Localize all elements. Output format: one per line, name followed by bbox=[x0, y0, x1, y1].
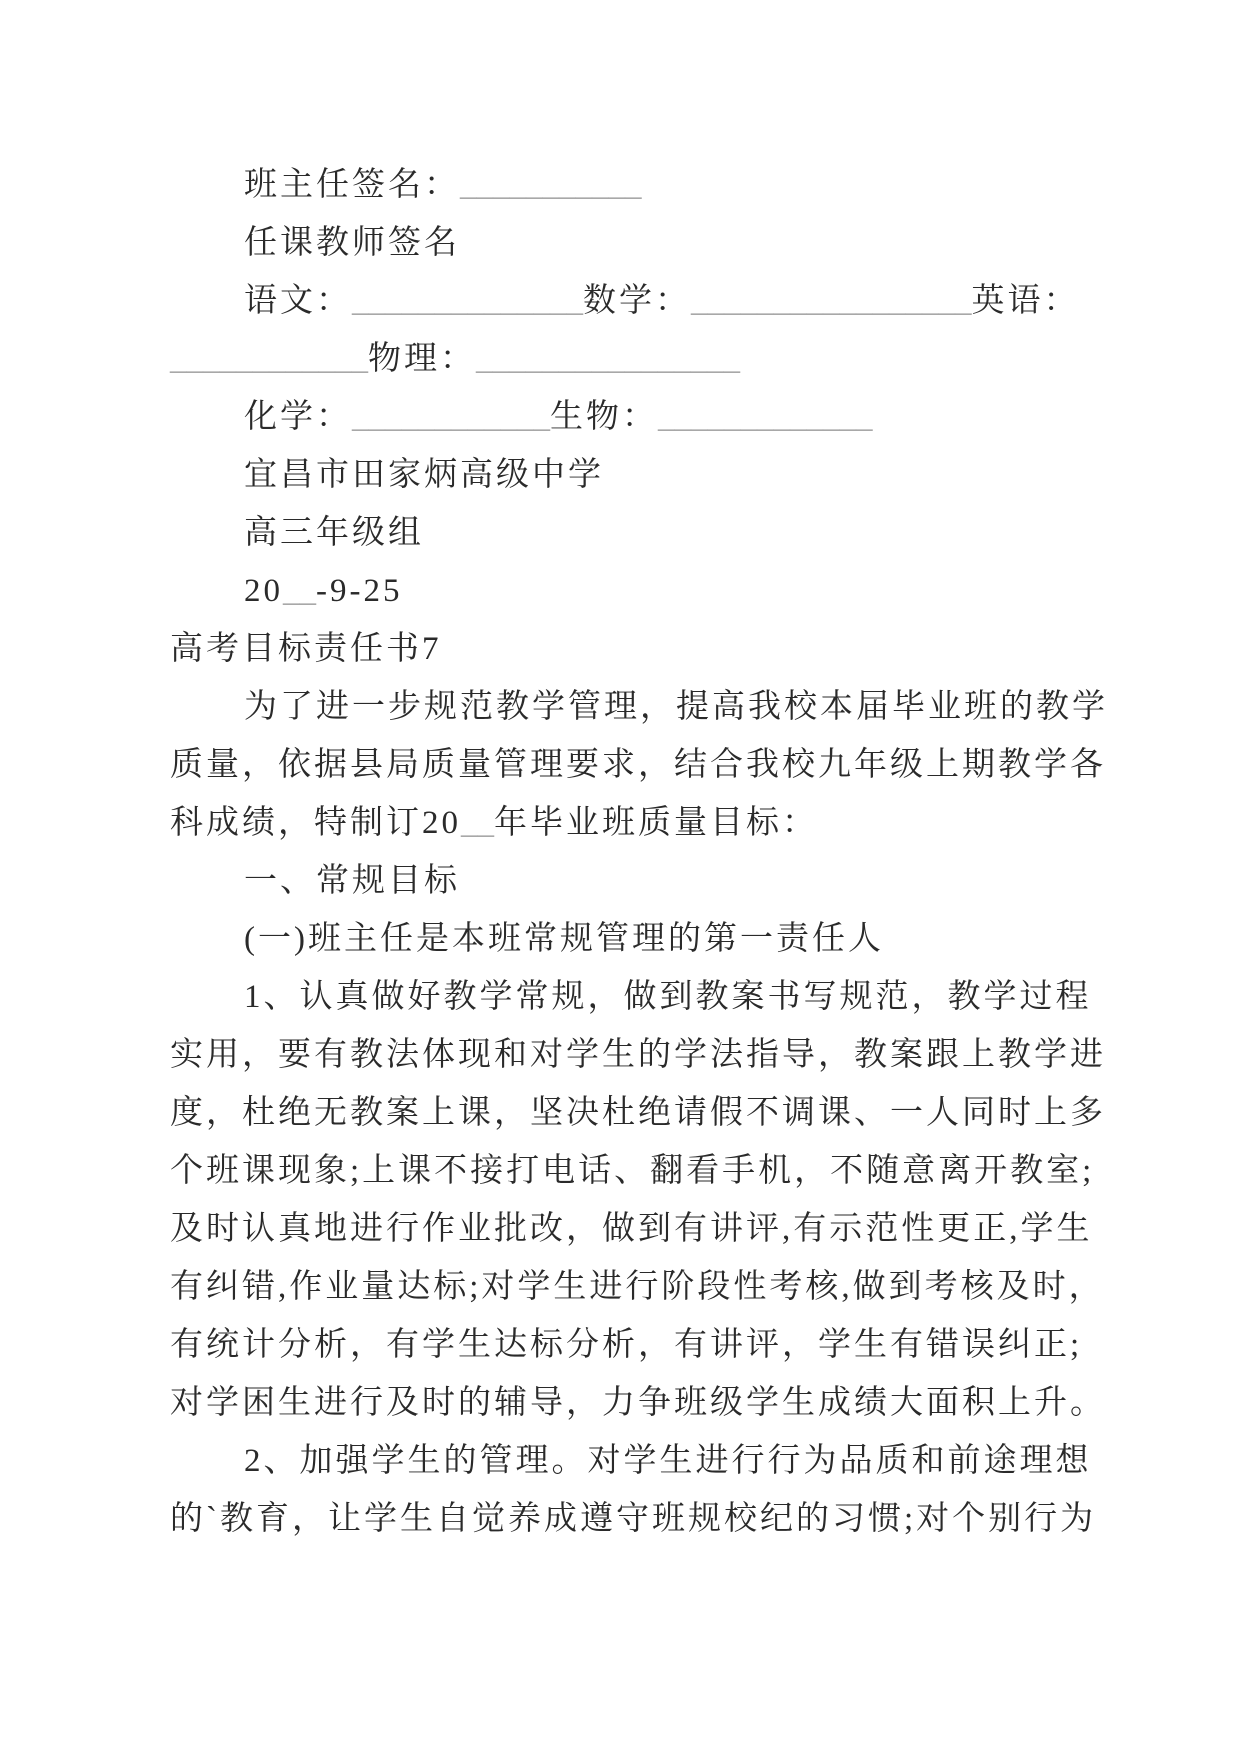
signature-block bbox=[170, 156, 1081, 446]
blank-underline: ________________ bbox=[476, 341, 740, 377]
doc-line bbox=[170, 330, 1081, 388]
doc-line bbox=[170, 1432, 1092, 1490]
doc-line bbox=[170, 678, 1108, 736]
doc-line bbox=[170, 852, 1081, 910]
blank-underline: ______________ bbox=[352, 283, 583, 319]
blank-underline: _____________ bbox=[658, 399, 873, 435]
text-run: 及时认真地进行作业批改，做到有讲评,有示范性更正,学生 bbox=[170, 1211, 1093, 1247]
text-run: 宜昌市田家炳高级中学 bbox=[244, 457, 604, 493]
text-run: 语文： bbox=[244, 283, 352, 319]
text-run: 对学困生进行及时的辅导，力争班级学生成绩大面积上升。 bbox=[170, 1385, 1106, 1421]
text-run: 任课教师签名 bbox=[244, 225, 460, 261]
text-run: 物理： bbox=[368, 341, 476, 377]
text-run: 实用，要有教法体现和对学生的学法指导，教案跟上教学进 bbox=[170, 1037, 1106, 1073]
doc-line bbox=[170, 388, 1081, 446]
blank-underline: ___________ bbox=[460, 167, 642, 203]
doc-line bbox=[170, 620, 1081, 678]
text-run: 高考目标责任书7 bbox=[170, 631, 442, 667]
text-run: 化学： bbox=[244, 399, 352, 435]
blank-underline: __ bbox=[461, 805, 494, 841]
doc-line bbox=[170, 214, 1081, 272]
doc-line bbox=[170, 504, 1081, 562]
text-run: 数学： bbox=[583, 283, 691, 319]
text-run: 质量，依据县局质量管理要求，结合我校九年级上期教学各 bbox=[170, 747, 1106, 783]
text-run: 有纠错,作业量达标;对学生进行阶段性考核,做到考核及时， bbox=[170, 1269, 1105, 1305]
section-heading bbox=[170, 620, 1081, 678]
doc-line bbox=[170, 1142, 1095, 1200]
doc-line bbox=[170, 1084, 1106, 1142]
doc-line bbox=[170, 1374, 1106, 1432]
text-run: 年毕业班质量目标： bbox=[494, 805, 818, 841]
doc-line bbox=[170, 1316, 1081, 1374]
blank-underline: ____________ bbox=[170, 341, 368, 377]
blank-underline: ____________ bbox=[352, 399, 550, 435]
blank-underline: __ bbox=[283, 573, 316, 609]
document-body bbox=[170, 156, 1108, 1548]
doc-line bbox=[170, 156, 1081, 214]
doc-line bbox=[170, 968, 1092, 1026]
text-run: 2、加强学生的管理。对学生进行行为品质和前途理想 bbox=[244, 1443, 1092, 1479]
text-run: 为了进一步规范教学管理，提高我校本届毕业班的教学 bbox=[244, 689, 1108, 725]
doc-line bbox=[170, 1490, 1097, 1548]
text-run: 班主任签名： bbox=[244, 167, 460, 203]
doc-line bbox=[170, 446, 1081, 504]
text-run: 有统计分析，有学生达标分析，有讲评，学生有错误纠正; bbox=[170, 1327, 1083, 1363]
text-run: 高三年级组 bbox=[244, 515, 424, 551]
text-run: 的`教育，让学生自觉养成遵守班规校纪的习惯;对个别行为 bbox=[170, 1501, 1097, 1537]
text-run: 个班课现象;上课不接打电话、翻看手机，不随意离开教室; bbox=[170, 1153, 1095, 1189]
text-run: (一)班主任是本班常规管理的第一责任人 bbox=[244, 921, 884, 957]
text-run: 生物： bbox=[550, 399, 658, 435]
text-run: 英语： bbox=[971, 283, 1080, 319]
doc-line bbox=[170, 736, 1106, 794]
text-run: 1、认真做好教学常规，做到教案书写规范，教学过程 bbox=[244, 979, 1092, 1015]
text-run: 一、常规目标 bbox=[244, 863, 460, 899]
body-paragraphs bbox=[170, 678, 1108, 1548]
school-info bbox=[170, 446, 1081, 620]
doc-line bbox=[170, 1258, 1105, 1316]
doc-line bbox=[170, 1026, 1106, 1084]
text-run: -9-25 bbox=[316, 573, 403, 609]
text-run: 科成绩，特制订20 bbox=[170, 805, 461, 841]
text-run: 20 bbox=[244, 573, 283, 609]
doc-line bbox=[170, 562, 1081, 620]
doc-line bbox=[170, 910, 1081, 968]
text-run: 度，杜绝无教案上课，坚决杜绝请假不调课、一人同时上多 bbox=[170, 1095, 1106, 1131]
doc-line bbox=[170, 794, 1081, 852]
doc-line bbox=[170, 1200, 1093, 1258]
blank-underline: _________________ bbox=[691, 283, 972, 319]
doc-line bbox=[170, 272, 1081, 330]
